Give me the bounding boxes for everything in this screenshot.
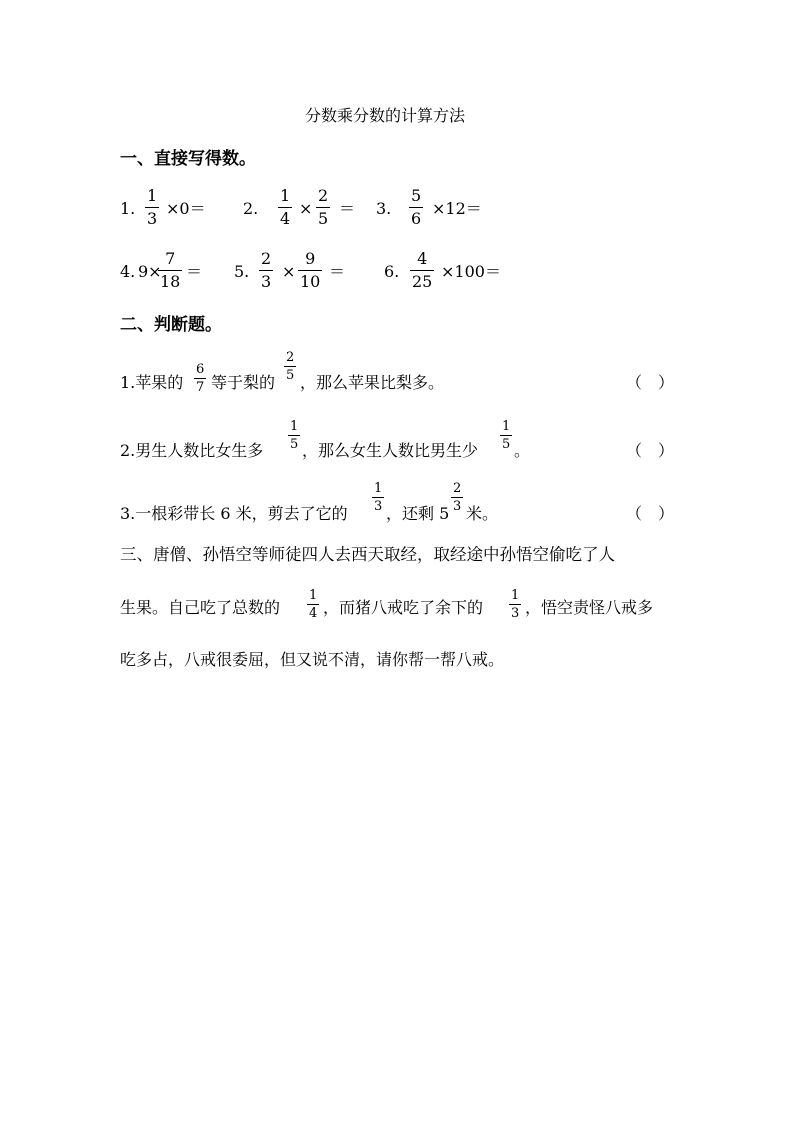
section2-heading: 二、判断题。 [120, 315, 222, 335]
fraction-numerator: 5 [411, 186, 422, 205]
section3-fraction-b [509, 589, 521, 620]
fraction-bar [410, 270, 434, 271]
fraction-numerator: 1 [309, 588, 318, 603]
item1-fraction [145, 188, 159, 227]
item2-index: 2. [243, 199, 259, 218]
judge3-fraction-a [372, 482, 384, 513]
fraction-numerator: 9 [305, 249, 316, 268]
judge1-fraction-b [284, 351, 296, 382]
fraction-numerator: 1 [502, 419, 511, 434]
item4-fraction [158, 251, 182, 290]
item4-rest: ＝ [186, 262, 203, 281]
section3-line2-a: 生果。自己吃了总数的 [120, 598, 281, 617]
judge3-fraction-b [451, 482, 463, 513]
fraction-denominator: 3 [374, 499, 383, 514]
fraction-denominator: 3 [511, 606, 520, 621]
fraction-bar [451, 497, 463, 498]
judge2-fraction-b [500, 420, 512, 451]
item3-rest: ×12＝ [432, 199, 482, 218]
fraction-denominator: 18 [160, 272, 181, 291]
fraction-numerator: 1 [374, 481, 383, 496]
judge3-answer-parentheses[interactable]: （ ） [626, 504, 675, 523]
fraction-bar [145, 207, 159, 208]
item1-index: 1. [120, 199, 136, 218]
judge2-fraction-a [288, 420, 300, 451]
section3-line3: 吃多占，八戒很委屈，但又说不清，请你帮一帮八戒。 [120, 650, 505, 669]
item5-fraction-b [298, 251, 322, 290]
fraction-bar [298, 270, 322, 271]
fraction-bar [372, 497, 384, 498]
fraction-numerator: 7 [165, 249, 176, 268]
fraction-numerator: 1 [290, 419, 299, 434]
fraction-denominator: 4 [280, 209, 291, 228]
section3-line1: 三、唐僧、孙悟空等师徒四人去西天取经，取经途中孙悟空偷吃了人 [120, 545, 615, 564]
fraction-denominator: 3 [261, 272, 272, 291]
fraction-numerator: 6 [196, 362, 205, 377]
fraction-denominator: 4 [309, 606, 318, 621]
judge2-text-b: ，那么女生人数比男生少 [302, 441, 479, 460]
fraction-numerator: 1 [511, 588, 520, 603]
page-title: 分数乘分数的计算方法 [305, 106, 466, 125]
fraction-denominator: 3 [453, 499, 462, 514]
item4-index: 4. [120, 262, 136, 281]
judge3-text-c: 米。 [466, 504, 499, 523]
fraction-bar [194, 378, 206, 379]
item6-rest: ×100＝ [441, 262, 501, 281]
fraction-numerator: 2 [286, 350, 295, 365]
judge1-text-c: ，那么苹果比梨多。 [300, 373, 445, 392]
item2-fraction-a [278, 188, 292, 227]
fraction-numerator: 1 [147, 186, 158, 205]
fraction-bar [316, 207, 330, 208]
item1-rest: ×0＝ [166, 199, 206, 218]
item6-fraction [410, 251, 434, 290]
fraction-bar [509, 604, 521, 605]
judge1-fraction-a [194, 363, 206, 394]
fraction-bar [259, 270, 273, 271]
fraction-numerator: 4 [417, 249, 428, 268]
fraction-numerator: 2 [261, 249, 272, 268]
fraction-numerator: 1 [280, 186, 291, 205]
fraction-numerator: 2 [453, 481, 462, 496]
fraction-bar [500, 435, 512, 436]
judge3-text-b: ，还剩 5 [386, 504, 450, 523]
fraction-denominator: 5 [286, 368, 295, 383]
fraction-denominator: 3 [147, 209, 158, 228]
judge2-text-a: 2.男生人数比女生多 [120, 441, 264, 460]
fraction-denominator: 7 [196, 380, 205, 395]
fraction-denominator: 5 [318, 209, 329, 228]
section3-fraction-a [307, 589, 319, 620]
item5-index: 5. [234, 262, 250, 281]
item2-rest: ＝ [339, 199, 356, 218]
fraction-bar [278, 207, 292, 208]
fraction-bar [307, 604, 319, 605]
item5-rest: ＝ [329, 262, 346, 281]
section3-line2-c: ，悟空责怪八戒多 [525, 598, 654, 617]
fraction-denominator: 10 [300, 272, 321, 291]
fraction-bar [284, 366, 296, 367]
item6-index: 6. [384, 262, 400, 281]
judge2-text-c: 。 [514, 441, 531, 460]
item3-index: 3. [376, 199, 392, 218]
judge2-answer-parentheses[interactable]: （ ） [626, 441, 675, 460]
judge3-text-a: 3.一根彩带长 6 米，剪去了它的 [120, 504, 348, 523]
judge1-text-a: 1.苹果的 [120, 373, 184, 392]
fraction-denominator: 6 [411, 209, 422, 228]
item2-fraction-b [316, 188, 330, 227]
fraction-denominator: 25 [412, 272, 433, 291]
fraction-bar [288, 435, 300, 436]
item5-fraction-a [259, 251, 273, 290]
judge1-answer-parentheses[interactable]: （ ） [626, 373, 675, 392]
fraction-numerator: 2 [318, 186, 329, 205]
section1-heading: 一、直接写得数。 [120, 149, 256, 169]
section3-line2-b: ，而猪八戒吃了余下的 [323, 598, 484, 617]
item4-pre: 9× [138, 262, 162, 281]
fraction-bar [158, 270, 182, 271]
fraction-bar [409, 207, 423, 208]
judge1-text-b: 等于梨的 [211, 373, 276, 392]
item3-fraction [409, 188, 423, 227]
item2-operator: × [299, 199, 313, 218]
fraction-denominator: 5 [290, 437, 299, 452]
fraction-denominator: 5 [502, 437, 511, 452]
item5-operator: × [282, 262, 296, 281]
